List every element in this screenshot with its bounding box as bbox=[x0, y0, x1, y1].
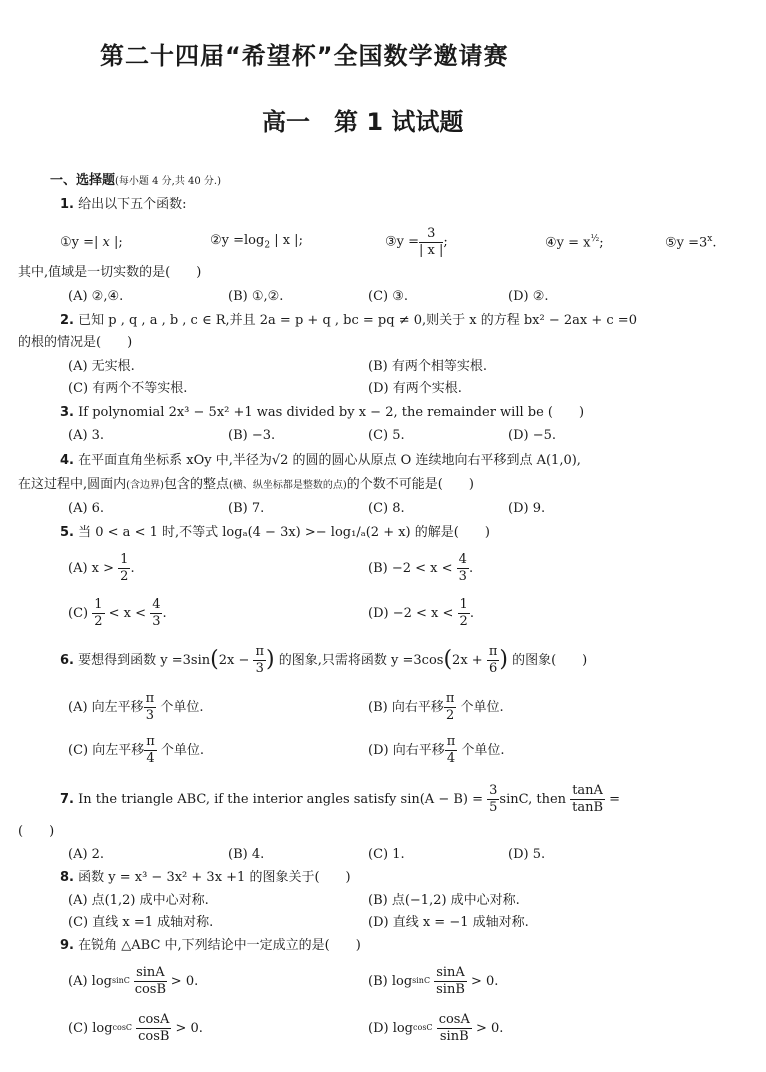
q6-paren-close-1: ) bbox=[266, 647, 275, 672]
q9-a-post: > 0. bbox=[170, 973, 199, 989]
q9-c-num: cosA bbox=[138, 1011, 170, 1027]
q9-a-num: sinA bbox=[136, 964, 165, 980]
q7-p1: In the triangle ABC, if the interior angles satisfy sin(A − B) = bbox=[78, 791, 483, 807]
q6-option-d bbox=[368, 733, 505, 767]
q9-b-pre: (B) log bbox=[368, 973, 413, 989]
q5-a-num: 1 bbox=[120, 551, 129, 567]
q4-option-c: (C) 8. bbox=[368, 501, 405, 516]
q6-c-num: π bbox=[146, 733, 155, 749]
q8-option-b: (B) 点(−1,2) 成中心对称. bbox=[368, 893, 520, 908]
exam-title: 第二十四届“希望杯”全国数学邀请赛 bbox=[100, 42, 509, 70]
q2-number: 2. bbox=[60, 313, 74, 328]
q1-option-b: (B) ①,②. bbox=[228, 289, 284, 304]
q6-c-den: 4 bbox=[146, 750, 155, 766]
q1-f4-post: ; bbox=[599, 235, 604, 251]
q6-c-pre: (C) 向左平移 bbox=[68, 742, 145, 758]
q6-a-num: π bbox=[145, 690, 155, 706]
q8-stem bbox=[60, 871, 351, 884]
q9-stem bbox=[60, 939, 361, 952]
q6-d-den: 4 bbox=[446, 750, 456, 766]
q7-frac1-num: 3 bbox=[489, 782, 498, 798]
q4-text: 在平面直角坐标系 xOy 中,半径为√2 的圆的圆心从原点 O 连续地向右平移到点 A(1,0), bbox=[78, 453, 581, 468]
q5-stem bbox=[60, 526, 490, 539]
q8-option-a: (A) 点(1,2) 成中心对称. bbox=[68, 893, 209, 908]
q1-f3-pre: ③y = bbox=[385, 234, 420, 250]
q9-option-d bbox=[368, 1010, 503, 1046]
q1-f2-pre: ②y =log bbox=[210, 232, 265, 248]
q6-d-pre: (D) 向右平移 bbox=[368, 742, 445, 758]
q9-d-pre: (D) log bbox=[368, 1020, 414, 1036]
q6-option-b bbox=[368, 690, 504, 724]
q3-option-c: (C) 5. bbox=[368, 428, 405, 443]
q6-a-den: 3 bbox=[145, 707, 155, 723]
exam-subtitle: 高一 第 1 试试题 bbox=[262, 108, 464, 136]
q7-p3: = bbox=[609, 791, 620, 807]
q5-c-mid: < x < bbox=[108, 605, 147, 621]
q6-d-post: 个单位. bbox=[461, 742, 505, 758]
q8-option-d: (D) 直线 x = −1 成轴对称. bbox=[368, 915, 529, 930]
q1-f2-post: | x |; bbox=[270, 232, 303, 248]
q4-line2c: 包含的整点 bbox=[163, 477, 229, 492]
q6-paren-close-2: ) bbox=[499, 647, 508, 672]
q1-f5 bbox=[665, 235, 717, 249]
q6-c-fraction bbox=[144, 735, 157, 765]
q6-option-a bbox=[68, 690, 204, 724]
q9-a-sub: sinC bbox=[111, 976, 130, 985]
q5-c-fraction1 bbox=[92, 598, 104, 628]
q5-d-post: . bbox=[469, 605, 474, 621]
q5-d-pre: (D) −2 < x < bbox=[368, 605, 454, 621]
q4-option-b: (B) 7. bbox=[228, 501, 265, 516]
q1-f2-sub: 2 bbox=[264, 240, 271, 251]
section-note: (每小题 4 分,共 40 分.) bbox=[115, 176, 221, 187]
q3-option-b: (B) −3. bbox=[228, 428, 276, 443]
q9-text: 在锐角 △ABC 中,下列结论中一定成立的是( ) bbox=[78, 938, 361, 953]
q3-option-a: (A) 3. bbox=[68, 428, 105, 443]
q1-f1-x: x bbox=[102, 234, 110, 250]
q9-a-den: cosB bbox=[134, 981, 167, 997]
q5-b-fraction bbox=[457, 553, 469, 583]
q4-line2b: (含边界) bbox=[126, 480, 164, 491]
q9-c-post: > 0. bbox=[175, 1020, 203, 1036]
q5-b-post: . bbox=[468, 560, 474, 576]
q5-b-num: 4 bbox=[458, 551, 467, 567]
q9-c-fraction bbox=[136, 1013, 171, 1043]
q5-option-a bbox=[68, 551, 135, 585]
q5-d-den: 2 bbox=[459, 613, 468, 629]
q5-d-num: 1 bbox=[459, 596, 468, 612]
q7-option-d: (D) 5. bbox=[508, 847, 546, 862]
q5-option-b bbox=[368, 551, 473, 585]
q4-option-d: (D) 9. bbox=[508, 501, 546, 516]
q7-stem bbox=[60, 781, 620, 817]
q1-f4 bbox=[545, 235, 665, 249]
q5-c-post: . bbox=[162, 605, 167, 621]
q1-option-c: (C) ③. bbox=[368, 289, 409, 304]
q9-option-a bbox=[68, 963, 198, 999]
q6-p4: 2x + bbox=[452, 652, 483, 668]
q9-b-post: > 0. bbox=[470, 973, 499, 989]
q5-c-num1: 1 bbox=[94, 596, 103, 612]
q8-option-c: (C) 直线 x =1 成轴对称. bbox=[68, 915, 214, 930]
q6-c-post: 个单位. bbox=[160, 742, 205, 758]
q1-stem bbox=[60, 198, 187, 211]
q7-option-a: (A) 2. bbox=[68, 847, 105, 862]
q6-p2: 2x − bbox=[218, 652, 250, 668]
section-label: 一、选择题 bbox=[50, 173, 116, 188]
q3-stem bbox=[60, 406, 584, 419]
q5-a-pre: (A) x > bbox=[68, 560, 115, 576]
q6-stem bbox=[60, 643, 587, 677]
q9-d-den: sinB bbox=[439, 1028, 469, 1044]
q6-b-den: 2 bbox=[445, 707, 455, 723]
q6-frac1 bbox=[253, 645, 266, 675]
q7-frac1-den: 5 bbox=[489, 799, 498, 815]
q1-f5-post: . bbox=[712, 235, 717, 251]
q9-number: 9. bbox=[60, 938, 74, 953]
q9-b-den: sinB bbox=[436, 981, 465, 997]
q6-a-fraction bbox=[144, 692, 157, 722]
q5-a-fraction bbox=[118, 553, 130, 583]
q7-line2: ( ) bbox=[18, 824, 55, 839]
q7-option-b: (B) 4. bbox=[228, 847, 265, 862]
q4-number: 4. bbox=[60, 453, 74, 468]
q1-f1-post: |; bbox=[109, 234, 123, 250]
q6-b-post: 个单位. bbox=[460, 699, 504, 715]
q5-a-den: 2 bbox=[120, 568, 129, 584]
q4-option-a: (A) 6. bbox=[68, 501, 105, 516]
q6-b-fraction bbox=[444, 692, 457, 722]
q5-c-den2: 3 bbox=[152, 613, 161, 629]
q1-f3-post: ; bbox=[443, 234, 448, 250]
q7-frac2-num: tanA bbox=[572, 782, 603, 798]
q6-b-pre: (B) 向右平移 bbox=[368, 699, 444, 715]
q6-option-c bbox=[68, 733, 204, 767]
q4-line2a: 在这过程中,圆面内 bbox=[18, 477, 127, 492]
q1-f3 bbox=[385, 227, 545, 257]
q7-option-c: (C) 1. bbox=[368, 847, 405, 862]
q8-text: 函数 y = x³ − 3x² + 3x +1 的图象关于( ) bbox=[78, 870, 351, 885]
q9-d-fraction bbox=[437, 1013, 472, 1043]
q9-option-b bbox=[368, 963, 498, 999]
q9-c-sub: cosC bbox=[112, 1023, 133, 1032]
q5-b-den: 3 bbox=[458, 568, 467, 584]
q4-line2d: (横、纵坐标都是整数的点) bbox=[228, 480, 347, 491]
q7-frac2-den: tanB bbox=[572, 799, 604, 815]
q6-frac2-num: π bbox=[488, 643, 498, 659]
q1-option-d: (D) ②. bbox=[508, 289, 549, 304]
q3-text: If polynomial 2x³ − 5x² +1 was divided by x − 2, the remainder will be ( ) bbox=[78, 405, 585, 420]
q5-c-den1: 2 bbox=[94, 613, 103, 629]
q1-f1 bbox=[60, 236, 210, 249]
q1-f5-pre: ⑤y =3 bbox=[665, 235, 708, 251]
q6-paren-open-2: ( bbox=[443, 647, 453, 672]
q6-frac2-den: 6 bbox=[488, 660, 498, 676]
q2-option-d: (D) 有两个实根. bbox=[368, 381, 462, 396]
q3-number: 3. bbox=[60, 405, 74, 420]
section-heading bbox=[50, 174, 221, 187]
q3-option-d: (D) −5. bbox=[508, 428, 556, 443]
q1-number: 1. bbox=[60, 197, 74, 212]
q2-line1 bbox=[60, 314, 637, 327]
q9-d-num: cosA bbox=[438, 1011, 470, 1027]
q2-option-c: (C) 有两个不等实根. bbox=[68, 381, 188, 396]
q7-frac2 bbox=[570, 784, 605, 814]
q6-b-num: π bbox=[445, 690, 455, 706]
q4-line1 bbox=[60, 454, 581, 467]
q1-f1-pre: ①y =| bbox=[60, 234, 103, 250]
q1-f4-sup: ½ bbox=[590, 233, 600, 244]
q6-frac1-den: 3 bbox=[255, 660, 264, 676]
q6-a-post: 个单位. bbox=[160, 699, 204, 715]
q6-a-pre: (A) 向左平移 bbox=[68, 699, 144, 715]
q1-f3-fraction bbox=[419, 227, 443, 257]
q5-text: 当 0 < a < 1 时,不等式 logₐ(4 − 3x) >− log₁/ₐ(2 + x) 的解是( ) bbox=[78, 525, 490, 540]
q9-b-sub: sinC bbox=[412, 976, 431, 985]
q6-number: 6. bbox=[60, 652, 74, 668]
q6-paren-open-1: ( bbox=[210, 647, 219, 672]
q1-option-a: (A) ②,④. bbox=[68, 289, 124, 304]
q9-a-pre: (A) log bbox=[68, 973, 112, 989]
q1-f3-den: | x | bbox=[419, 242, 444, 258]
q8-number: 8. bbox=[60, 870, 74, 885]
q4-line2e: 的个数不可能是( ) bbox=[346, 477, 474, 492]
q5-c-pre: (C) bbox=[68, 605, 89, 621]
q2-line2: 的根的情况是( ) bbox=[18, 335, 133, 350]
q5-c-num2: 4 bbox=[152, 596, 161, 612]
q1-f2 bbox=[210, 234, 385, 251]
q1-f4-pre: ④y = x bbox=[545, 235, 591, 251]
q6-p1: 要想得到函数 y =3sin bbox=[78, 652, 211, 668]
q9-c-pre: (C) log bbox=[68, 1020, 113, 1036]
q9-option-c bbox=[68, 1010, 203, 1046]
q5-number: 5. bbox=[60, 525, 74, 540]
q1-tail: 其中,值域是一切实数的是( ) bbox=[18, 265, 202, 280]
q2-option-b: (B) 有两个相等实根. bbox=[368, 359, 487, 374]
q5-option-c bbox=[68, 596, 167, 630]
q6-frac1-num: π bbox=[255, 643, 265, 659]
q2-text: 已知 p , q , a , b , c ∈ R,并且 2a = p + q , bc = pq ≠ 0,则关于 x 的方程 bx² − 2ax + c =0 bbox=[78, 313, 637, 328]
q6-frac2 bbox=[487, 645, 500, 675]
q7-number: 7. bbox=[60, 791, 74, 807]
q9-d-sub: cosC bbox=[413, 1023, 433, 1032]
q6-p5: 的图象( ) bbox=[512, 652, 588, 668]
q2-option-a: (A) 无实根. bbox=[68, 359, 135, 374]
q5-c-fraction2 bbox=[150, 598, 162, 628]
q6-d-fraction bbox=[445, 735, 458, 765]
q7-frac1 bbox=[487, 784, 499, 814]
q6-d-num: π bbox=[446, 733, 456, 749]
q5-option-d bbox=[368, 596, 474, 630]
q1-text: 给出以下五个函数: bbox=[78, 197, 187, 212]
q1-f5-sup: x bbox=[707, 233, 713, 244]
q5-b-pre: (B) −2 < x < bbox=[368, 560, 453, 576]
q5-a-post: . bbox=[130, 560, 135, 576]
q4-line2 bbox=[18, 478, 474, 491]
q1-f3-num: 3 bbox=[419, 227, 443, 243]
q9-c-den: cosB bbox=[138, 1028, 170, 1044]
q9-d-post: > 0. bbox=[476, 1020, 504, 1036]
q9-a-fraction bbox=[134, 966, 167, 996]
q9-b-num: sinA bbox=[436, 964, 465, 980]
q9-b-fraction bbox=[434, 966, 467, 996]
q1-functions bbox=[60, 224, 717, 260]
q5-d-fraction bbox=[458, 598, 470, 628]
q7-p2: sinC, then bbox=[499, 791, 567, 807]
q6-p3: 的图象,只需将函数 y =3cos bbox=[278, 652, 444, 668]
